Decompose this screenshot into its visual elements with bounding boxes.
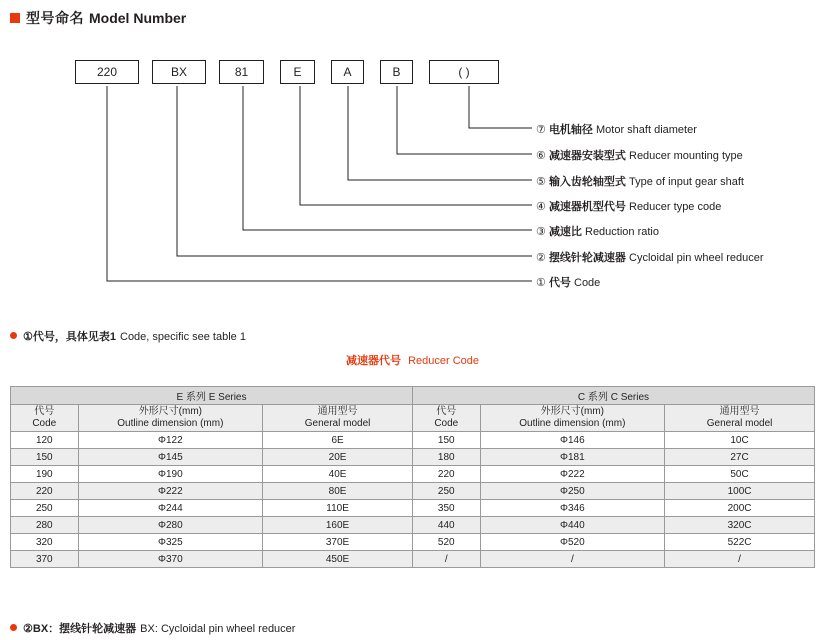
legend-item-5 (536, 173, 744, 189)
col-header-outline-c-cn: 外形尺寸(mm) (540, 406, 604, 417)
col-header-code-c-en: Code (434, 418, 459, 429)
cell: 40E (263, 466, 413, 483)
cell: 370 (11, 551, 79, 568)
bullet-dot-icon (10, 332, 17, 339)
cell: 150 (11, 449, 79, 466)
code-box-2: BX (152, 60, 206, 84)
cell: 370E (263, 534, 413, 551)
col-header-outline-c-en: Outline dimension (mm) (519, 418, 626, 429)
cell: Φ145 (78, 449, 263, 466)
cell: 350 (412, 500, 480, 517)
bullet-dot-icon (10, 624, 17, 631)
legend-en-6: Reducer mounting type (629, 150, 743, 162)
code-box-1: 220 (75, 60, 139, 84)
col-header-code-e (11, 405, 79, 432)
cell: Φ280 (78, 517, 263, 534)
legend-num-7: ⑦ (536, 124, 546, 136)
table-row (11, 551, 815, 568)
cell: 10C (665, 432, 815, 449)
cell: / (412, 551, 480, 568)
cell: 190 (11, 466, 79, 483)
col-header-model-e (263, 405, 413, 432)
cell: 180 (412, 449, 480, 466)
code-box-3: 81 (219, 60, 264, 84)
cell: 20E (263, 449, 413, 466)
legend-item-6 (536, 147, 743, 163)
series-header-e-cn: E 系列 (176, 392, 206, 403)
table-column-header-row (11, 405, 815, 432)
table-row (11, 500, 815, 517)
cell: 522C (665, 534, 815, 551)
legend-num-6: ⑥ (536, 150, 546, 162)
legend-cn-7: 电机轴径 (548, 124, 593, 136)
cell: 6E (263, 432, 413, 449)
legend-cn-5: 输入齿轮轴型式 (548, 176, 626, 188)
col-header-outline-e-cn: 外形尺寸(mm) (138, 406, 203, 417)
series-header-c (412, 387, 814, 405)
legend-en-4: Reducer type code (629, 201, 722, 213)
note-2 (10, 620, 295, 636)
cell: 250 (412, 483, 480, 500)
cell: 320C (665, 517, 815, 534)
legend-item-7 (536, 121, 697, 137)
cell: Φ181 (480, 449, 665, 466)
col-header-model-e-cn: 通用型号 (317, 406, 358, 417)
cell: 220 (11, 483, 79, 500)
col-header-model-c-en: General model (706, 418, 773, 429)
table-row (11, 449, 815, 466)
table-caption (0, 352, 825, 368)
legend-en-2: Cycloidal pin wheel reducer (629, 252, 764, 264)
cell: 160E (263, 517, 413, 534)
legend-item-2 (536, 249, 764, 265)
col-header-model-c (665, 405, 815, 432)
note-1-num: ① (23, 331, 33, 343)
cell: Φ190 (78, 466, 263, 483)
legend-item-3 (536, 223, 659, 239)
cell: Φ346 (480, 500, 665, 517)
col-header-outline-c (480, 405, 665, 432)
col-header-code-e-en: Code (32, 418, 57, 429)
table-row (11, 483, 815, 500)
cell: 250 (11, 500, 79, 517)
legend-num-1: ① (536, 277, 546, 289)
legend-cn-3: 减速比 (548, 226, 582, 238)
table-row (11, 517, 815, 534)
cell: 150 (412, 432, 480, 449)
cell: Φ325 (78, 534, 263, 551)
cell: 110E (263, 500, 413, 517)
cell: 280 (11, 517, 79, 534)
cell: 50C (665, 466, 815, 483)
cell: 450E (263, 551, 413, 568)
cell: 80E (263, 483, 413, 500)
col-header-outline-e-en: Outline dimension (mm) (117, 418, 224, 429)
cell: Φ370 (78, 551, 263, 568)
col-header-code-c-cn: 代号 (436, 406, 457, 417)
table-row (11, 466, 815, 483)
legend-en-3: Reduction ratio (585, 226, 659, 238)
cell: 120 (11, 432, 79, 449)
cell: Φ146 (480, 432, 665, 449)
code-box-7: ( ) (429, 60, 499, 84)
page-title-en: Model Number (89, 10, 187, 26)
col-header-code-e-cn: 代号 (34, 406, 55, 417)
cell: / (665, 551, 815, 568)
reducer-code-table (10, 386, 815, 568)
cell: 200C (665, 500, 815, 517)
cell: Φ440 (480, 517, 665, 534)
cell: 520 (412, 534, 480, 551)
legend-en-5: Type of input gear shaft (629, 176, 744, 188)
series-header-e-en: E Series (208, 392, 247, 403)
col-header-outline-e (78, 405, 263, 432)
cell: 220 (412, 466, 480, 483)
note-2-num: ② (23, 623, 33, 635)
table-caption-en: Reducer Code (408, 355, 479, 367)
series-header-e (11, 387, 413, 405)
cell: Φ520 (480, 534, 665, 551)
col-header-model-e-en: General model (304, 418, 371, 429)
cell: 440 (412, 517, 480, 534)
legend-item-4 (536, 198, 721, 214)
legend-cn-2: 摆线针轮减速器 (548, 252, 626, 264)
note-1-en: Code, specific see table 1 (120, 331, 246, 343)
col-header-code-c (412, 405, 480, 432)
note-1 (10, 328, 246, 344)
col-header-model-c-cn: 通用型号 (719, 406, 760, 417)
legend-en-1: Code (574, 277, 601, 289)
series-header-c-en: C Series (610, 392, 650, 403)
note-2-cn: BX：摆线针轮减速器 (32, 623, 137, 635)
legend-num-5: ⑤ (536, 176, 546, 188)
cell: Φ250 (480, 483, 665, 500)
legend-num-3: ③ (536, 226, 546, 238)
note-2-en: BX: Cycloidal pin wheel reducer (140, 623, 296, 635)
legend-num-4: ④ (536, 201, 546, 213)
legend-cn-6: 减速器安装型式 (548, 150, 626, 162)
cell: 27C (665, 449, 815, 466)
cell: Φ244 (78, 500, 263, 517)
cell: 100C (665, 483, 815, 500)
code-box-5: A (331, 60, 364, 84)
table-series-header-row (11, 387, 815, 405)
cell: Φ222 (480, 466, 665, 483)
table-row (11, 534, 815, 551)
series-header-c-cn: C 系列 (577, 392, 608, 403)
code-box-6: B (380, 60, 413, 84)
legend-cn-4: 减速器机型代号 (548, 201, 626, 213)
cell: Φ122 (78, 432, 263, 449)
cell: 320 (11, 534, 79, 551)
table-row (11, 432, 815, 449)
table-caption-cn: 减速器代号 (346, 355, 401, 367)
cell: / (480, 551, 665, 568)
legend-num-2: ② (536, 252, 546, 264)
page-title-cn: 型号命名 (26, 10, 84, 26)
cell: Φ222 (78, 483, 263, 500)
legend-item-1 (536, 274, 600, 290)
code-box-4: E (280, 60, 315, 84)
legend-cn-1: 代号 (548, 277, 571, 289)
legend-en-7: Motor shaft diameter (596, 124, 697, 136)
note-1-cn: 代号，具体见表1 (32, 331, 116, 343)
